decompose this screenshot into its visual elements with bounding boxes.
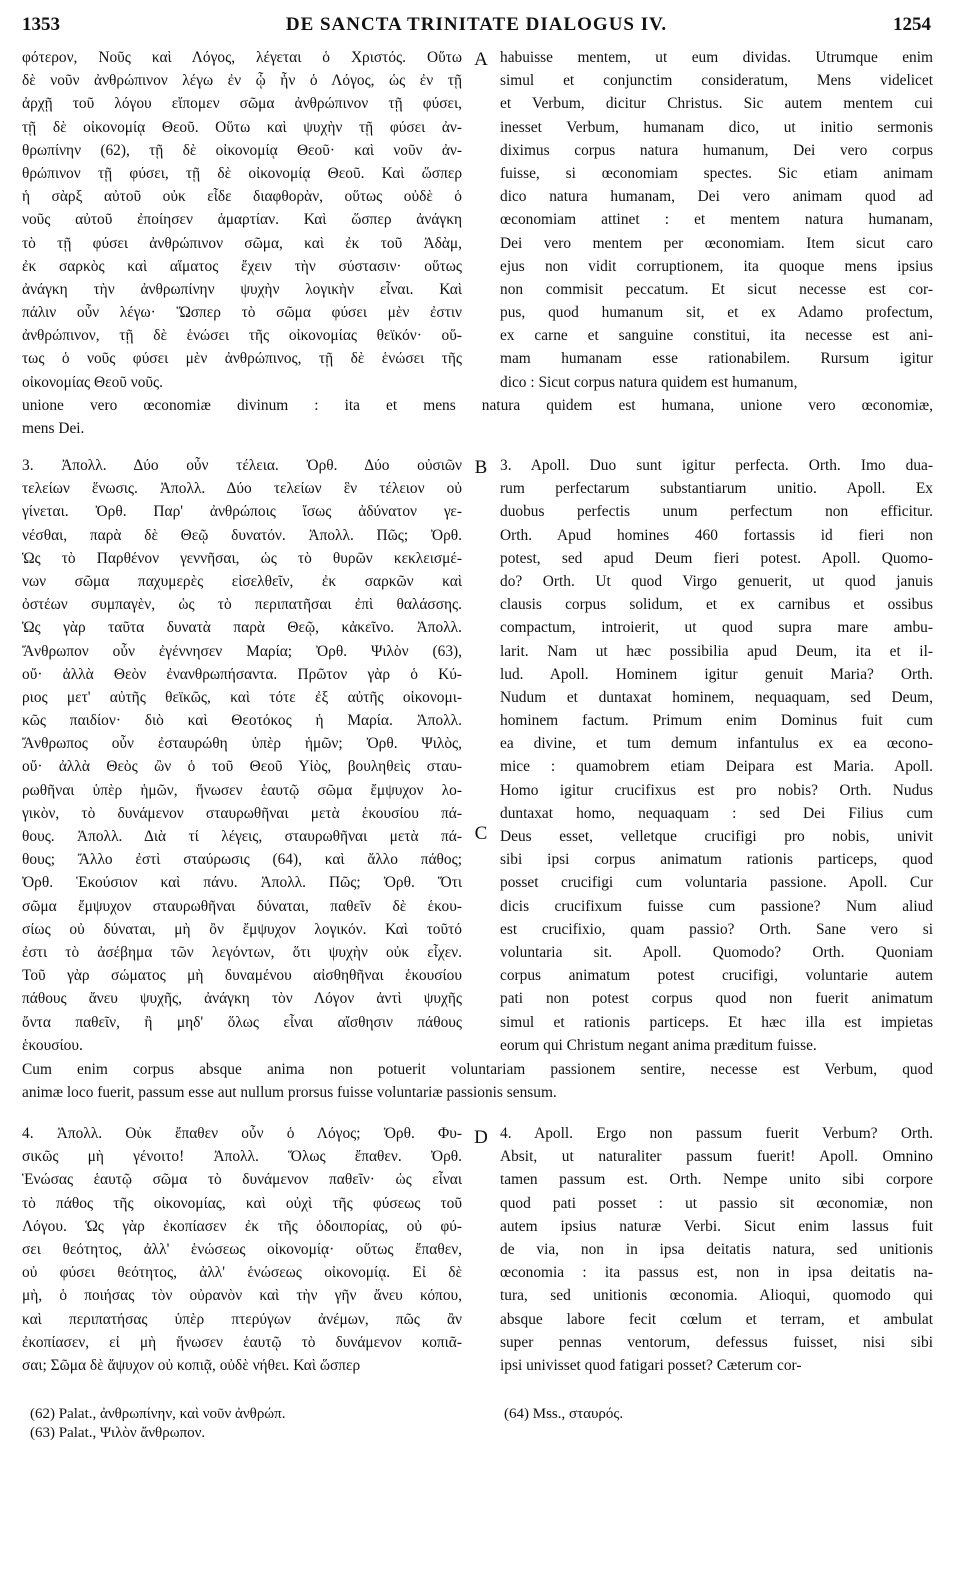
footnotes-right	[504, 1405, 904, 1424]
footnote: (63) Palat., Ψιλὸν ἄνθρωπον.	[30, 1425, 206, 1441]
latin-line: mice : quamobrem etiam Deipara est Maria. Apoll.	[500, 758, 933, 776]
greek-line: κῶς παιδίον· διὸ καὶ Θεοτόκος ἡ Μαρία. Ἀπολλ.	[22, 712, 462, 730]
section-a	[22, 46, 933, 440]
greek-line: τὸ τῇ φύσει ἀνθρώπινον σῶμα, καὶ ἐκ τοῦ Ἀδὰμ,	[22, 234, 462, 252]
greek-line: μὴ, ὁ ποιήσας τὸν οὐρανὸν καὶ τὴν γῆν ἄνευ κόπου,	[22, 1287, 462, 1305]
latin-line: do? Orth. Ut quod Virgo genuerit, ut quod januis	[500, 572, 933, 590]
greek-line: νων σῶμα παχυμερὲς εἰσελθεῖν, ἐκ σαρκῶν καὶ	[22, 572, 462, 590]
latin-line: duntaxat homo, nequaquam : sed Dei Filius cum	[500, 804, 933, 822]
greek-line: ἡ σὰρξ αὐτοῦ οὐκ εἶδε διαφθορὰν, οὕτως οὐδὲ ὁ	[22, 188, 462, 206]
latin-line: Homo igitur crucifixus est pro nobis? Orth. Nudus	[500, 781, 933, 799]
full-width-line: unione vero œconomiæ divinum : ita et mens natura quidem est humana, unione vero œconomiæ,	[22, 397, 933, 414]
latin-line: pati non potest corpus quod non fuerit animatum	[500, 990, 933, 1008]
latin-line: habuisse mentem, ut eum dividas. Utrumque enim	[500, 49, 933, 66]
latin-line: 3. Apoll. Duo sunt igitur perfecta. Orth. Imo dua-	[500, 457, 933, 474]
latin-line: simul et rationis particeps. Et hæc illa est impietas	[500, 1013, 933, 1031]
latin-line: pus, quod humanum sit, et ex Adamo profectum,	[500, 304, 933, 322]
greek-line: γίνεται. Ὀρθ. Παρ' ἀνθρώποις ἴσως ἀδύνατον γε-	[22, 503, 462, 521]
latin-line: de via, non in ipsa deitatis natura, sed unitionis	[500, 1240, 933, 1258]
margin-letter-a: A	[474, 49, 488, 70]
latin-line: simul et conjunctim consideratum, Mens videlicet	[500, 72, 933, 90]
latin-line: ex carne et sanguine constitui, ita necesse est ani-	[500, 327, 933, 345]
latin-line: 4. Apoll. Ergo non passum fuerit Verbum? Orth.	[500, 1125, 933, 1142]
greek-line: σει θεότητος, ἀλλ' ἑνώσεως οἰκονομίᾳ· οὕτως ἔπαθεν,	[22, 1240, 462, 1258]
greek-line: ρωθῆναι ὑπὲρ ἡμῶν, ἥνωσεν ἑαυτῷ σῶμα ἔμψυχον λο-	[22, 781, 462, 799]
full-width-latin	[22, 394, 933, 440]
margin-letter-c: C	[474, 823, 488, 844]
full-width-line: mens Dei.	[22, 420, 85, 438]
greek-line: γικὸν, τὸ δυνάμενον σταυρωθῆναι μετὰ ἑκουσίου πά-	[22, 804, 462, 822]
latin-line: eorum qui Christum negant anima præditum fuisse.	[500, 1036, 817, 1054]
greek-line: θους; Ἄλλο ἐστὶ σταύρωσις (64), καὶ ἄλλο πάθος;	[22, 851, 462, 869]
latin-line: larit. Nam ut hæc possibilia apud Deum, ita et il-	[500, 642, 933, 660]
latin-line: Dei vero mentem per œconomiam. Item sicut caro	[500, 234, 933, 252]
latin-line: posset crucifigi cum voluntaria passione. Apoll. Cur	[500, 874, 933, 892]
greek-line: ἑκουσίου.	[22, 1036, 83, 1054]
latin-line: Nudum et duntaxat hominem, nequaquam, sed Deum,	[500, 688, 933, 706]
greek-line: ἐστι τὸ ἀσέβημα τῶν λεγόντων, ὅτι ψυχὴν οὐκ εἶχεν.	[22, 943, 462, 961]
greek-line: ἐκ σαρκὸς καὶ αἵματος ἔχειν τὴν σύστασιν· οὕτως	[22, 257, 462, 275]
latin-line: tamen passum est. Orth. Nempe unito sibi corpore	[500, 1171, 933, 1189]
greek-line: Ὀρθ. Ἑκούσιον καὶ πάνυ. Ἀπολλ. Πῶς; Ὀρθ. Ὅτι	[22, 874, 462, 892]
greek-line: σίως οὐ δύναται, μὴ ὂν ἔμψυχον λογικόν. Καὶ τοῦτό	[22, 920, 462, 938]
greek-line: ἀνάγκη τὴν ἀνθρωπίνην ψυχὴν λογικὴν εἶναι. Καὶ	[22, 280, 462, 298]
greek-line: Λόγου. Ὡς γὰρ ἐκοπίασεν ἐκ τῆς ὁδοιπορίας, οὐ φύ-	[22, 1217, 462, 1235]
latin-line: tura, sed unitionis œconomia. Alioqui, quomodo qui	[500, 1287, 933, 1305]
greek-line: ὄντα παθεῖν, ἢ μηδ' ὅλως εἶναι αἴσθησιν πάθους	[22, 1013, 462, 1031]
section-b	[22, 454, 933, 1104]
latin-line: voluntaria sit. Apoll. Quomodo? Orth. Quoniam	[500, 943, 933, 961]
full-width-latin	[22, 1058, 933, 1104]
greek-line: δὲ νοῦν ἀνθρώπινον λέγω ἐν ᾧ ἦν ὁ Λόγος, ὡς ἐν τῇ	[22, 72, 462, 90]
greek-line: ριος μετ' αὐτῆς θεϊκῶς, καὶ τότε ἐξ αὐτῆς οἰκονομι-	[22, 688, 462, 706]
latin-line: autem ipsius naturæ Verbi. Sicut enim lassus fuit	[500, 1217, 933, 1235]
latin-line: fuisse, si œconomiam spectes. Sic etiam animam	[500, 164, 933, 182]
latin-line: potest, sed apud Deum fieri potest. Apoll. Quomo-	[500, 549, 933, 567]
greek-line: φότερον, Νοῦς καὶ Λόγος, λέγεται ὁ Χριστός. Οὕτω	[22, 49, 462, 66]
greek-line: τελείων ἕνωσις. Ἀπολλ. Δύο τελείων ἓν τέλειον οὐ	[22, 480, 462, 498]
greek-line: νέσθαι, παρὰ δὲ Θεῷ δυνατόν. Ἀπολλ. Πῶς; Ὀρθ.	[22, 526, 462, 544]
greek-line: ἐκοπίασεν, εἰ μὴ ἥνωσεν ἑαυτῷ τὸ δυνάμενον κοπιᾶ-	[22, 1333, 462, 1351]
running-title: DE SANCTA TRINITATE DIALOGUS IV.	[285, 14, 668, 35]
greek-column	[22, 454, 462, 1057]
latin-line: ea divine, et tum demum infantulus ex ea œcono-	[500, 735, 933, 753]
latin-line: absque labore fecit cœlum et terram, et ambulat	[500, 1310, 933, 1328]
greek-line: Ἄνθρωπον οὖν ἐγέννησεν Μαρία; Ὀρθ. Ψιλὸν (63),	[22, 642, 462, 660]
greek-line: πάλιν οὖν λέγω· Ὥσπερ τὸ σῶμα φύσει μὲν ἐστιν	[22, 304, 462, 322]
latin-line: lud. Apoll. Hominem igitur genuit Maria? Orth.	[500, 665, 933, 683]
greek-line: οὔ· ἀλλὰ Θεὸν ἐνανθρωπήσαντα. Πρῶτον γὰρ ὁ Κύ-	[22, 665, 462, 683]
latin-line: hominem factum. Primum enim Dominus fuit cum	[500, 712, 933, 730]
greek-line: πάθους ἄνευ ψυχῆς, ἀνάγκη τὸν Λόγον ἀντὶ ψυχῆς	[22, 990, 462, 1008]
latin-line: inesset Verbum, humanam dico, ut initio sermonis	[500, 118, 933, 136]
margin-letter-b: B	[474, 457, 488, 478]
latin-line: quod pati posset : ut passio sit œconomiæ, non	[500, 1194, 933, 1212]
greek-line: Ὡς τὸ Παρθένον γεννῆσαι, ὡς τὸ θυρῶν κεκλεισμέ-	[22, 549, 462, 567]
latin-line: Deus esset, velletque crucifigi pro nobis, univit	[500, 828, 933, 845]
greek-line: σαι; Σῶμα δὲ ἄψυχον οὐ κοπιᾷ, οὐδὲ νήθει. Καὶ ὥσπερ	[22, 1356, 361, 1374]
latin-line: non commisit peccatum. Et sicut necesse est cor-	[500, 280, 933, 298]
page-number-right: 1254	[893, 14, 931, 35]
greek-line: Ἑνώσας ἑαυτῷ σῶμα τὸ δυνάμενον παθεῖν· ὡς εἶναι	[22, 1171, 462, 1189]
greek-line: ἀρχῇ τοῦ λόγου εἴπομεν σῶμα ἀνθρώπινον τῇ φύσει,	[22, 95, 462, 113]
greek-line: ὀστέων συμπαγὲν, ὡς τὸ περιπατῆσαι ἐπὶ θαλάσσης.	[22, 596, 462, 614]
greek-line: σικῶς μὴ γένοιτο! Ἀπολλ. Ὅλως ἔπαθεν. Ὀρθ.	[22, 1148, 462, 1166]
latin-line: clausis corpus solidum, et ex carnibus et ossibus	[500, 596, 933, 614]
footnote: (64) Mss., σταυρός.	[504, 1406, 624, 1422]
greek-line: 4. Ἀπολλ. Οὐκ ἔπαθεν οὖν ὁ Λόγος; Ὀρθ. Φυ-	[22, 1125, 462, 1142]
greek-line: θρωπίνην (62), τῇ δὲ οἰκονομίᾳ Θεοῦ· καὶ νοῦν ἀν-	[22, 141, 462, 159]
footnotes-left	[30, 1405, 470, 1443]
greek-column	[22, 1122, 462, 1377]
greek-line: οὐ φύσει θεότητος, ἀλλ' ἑνώσεως οἰκονομίᾳ. Εἰ δὲ	[22, 1264, 462, 1282]
running-header	[22, 14, 931, 40]
greek-column	[22, 46, 462, 394]
greek-line: θους. Ἀπολλ. Διὰ τί λέγεις, σταυρωθῆναι μετὰ πά-	[22, 828, 462, 845]
latin-line: dico : Sicut corpus natura quidem est humanum,	[500, 373, 798, 391]
latin-line: sibi ipsi corpus animatum rationis particeps, quod	[500, 851, 933, 869]
page-number-left: 1353	[22, 14, 60, 35]
greek-line: Τοῦ γὰρ σώματος μὴ δυναμένου αἰσθηθῆναι ἑκουσίου	[22, 967, 462, 985]
greek-line: τως ὁ νοῦς φύσει μὲν ἀνθρώπινος, τῇ δὲ ἑνώσει τῆς	[22, 350, 462, 368]
latin-line: et Verbum, dicitur Christus. Sic autem mentem cui	[500, 95, 933, 113]
latin-line: duobus perfectis unum perfectum non efficitur.	[500, 503, 933, 521]
latin-line: dico natura humanam, Dei vero animam quod ad	[500, 188, 933, 206]
latin-line: ipsi univisset quod fatigari posset? Cæterum cor-	[500, 1356, 802, 1374]
greek-line: τὸ πάθος τῆς οἰκονομίας, καὶ οὐχὶ τῆς φύσεως τοῦ	[22, 1194, 462, 1212]
footnote: (62) Palat., ἀνθρωπίνην, καὶ νοῦν ἀνθρώπ.	[30, 1406, 286, 1422]
greek-line: 3. Ἀπολλ. Δύο οὖν τέλεια. Ὀρθ. Δύο οὐσιῶν	[22, 457, 462, 474]
greek-line: Ἄνθρωπος οὖν ἐσταυρώθη ὑπὲρ ἡμῶν; Ὀρθ. Ψιλὸς,	[22, 735, 462, 753]
full-width-line: animæ loco fuerit, passum esse aut nullum prorsus fuisse voluntariæ passionis sensum.	[22, 1084, 557, 1102]
latin-line: rum perfectarum substantiarum unitio. Apoll. Ex	[500, 480, 933, 498]
latin-line: œconomia : ita passus est, non in ipsa deitatis na-	[500, 1264, 933, 1282]
latin-line: corpus animatum potest crucifigi, voluntarie autem	[500, 967, 933, 985]
greek-line: θρώπινον τῇ φύσει, τῇ δὲ οἰκονομίᾳ Θεοῦ. Καὶ ὥσπερ	[22, 164, 462, 182]
full-width-line: Cum enim corpus absque anima non potuerit voluntariam passionem sentire, necesse est Verbum, quod	[22, 1061, 933, 1078]
greek-line: οἰκονομίας Θεοῦ νοῦς.	[22, 373, 163, 391]
latin-line: ejus non vidit corruptionem, ita quoque mens ipsius	[500, 257, 933, 275]
greek-line: σῶμα ἔμψυχον σταυρωθῆναι δύναται, παθεῖν δὲ ἑκου-	[22, 897, 462, 915]
greek-line: Ὡς γὰρ ταῦτα δυνατὰ παρὰ Θεῷ, κἀκεῖνο. Ἀπολλ.	[22, 619, 462, 637]
latin-line: super pennas ventorum, defessus fuisset, nisi sibi	[500, 1333, 933, 1351]
latin-line: Absit, ut naturaliter passum fuerit! Apoll. Omnino	[500, 1148, 933, 1166]
latin-column	[500, 46, 933, 394]
greek-line: οὔ· ἀλλὰ Θεὸς ὢν ὁ τοῦ Θεοῦ Υἱὸς, βουληθεὶς σταυ-	[22, 758, 462, 776]
latin-line: diximus corpus natura humanum, Dei vero corpus	[500, 141, 933, 159]
greek-line: ἀνθρώπινον, τῇ δὲ ἑνώσει τῆς οἰκονομίας θεϊκόν· οὕ-	[22, 327, 462, 345]
latin-line: dicis crucifixum fuisse cum passione? Num aliud	[500, 897, 933, 915]
section-d	[22, 1122, 933, 1382]
latin-line: œconomiam attinet : et mentem natura humanam,	[500, 211, 933, 229]
latin-line: est crucifixio, quam passio? Orth. Sane vero si	[500, 920, 933, 938]
margin-letter-d: D	[474, 1127, 488, 1148]
greek-line: τῇ δὲ οἰκονομίᾳ Θεοῦ. Οὕτω καὶ ψυχὴν τῇ φύσει ἀν-	[22, 118, 462, 136]
greek-line: καὶ περιπατήσας ὑπὲρ πτερύγων ἀνέμων, πῶς ἂν	[22, 1310, 462, 1328]
latin-line: mam humanam esse rationabilem. Rursum igitur	[500, 350, 933, 368]
greek-line: νοῦς αὐτοῦ ἐποίησεν ἁμαρτίαν. Καὶ ὥσπερ ἀνάγκη	[22, 211, 462, 229]
latin-column	[500, 1122, 933, 1377]
latin-column	[500, 454, 933, 1057]
latin-line: compactum, introierit, ut quod supra mare ambu-	[500, 619, 933, 637]
latin-line: Orth. Apud homines 460 fortassis id fieri non	[500, 526, 933, 544]
